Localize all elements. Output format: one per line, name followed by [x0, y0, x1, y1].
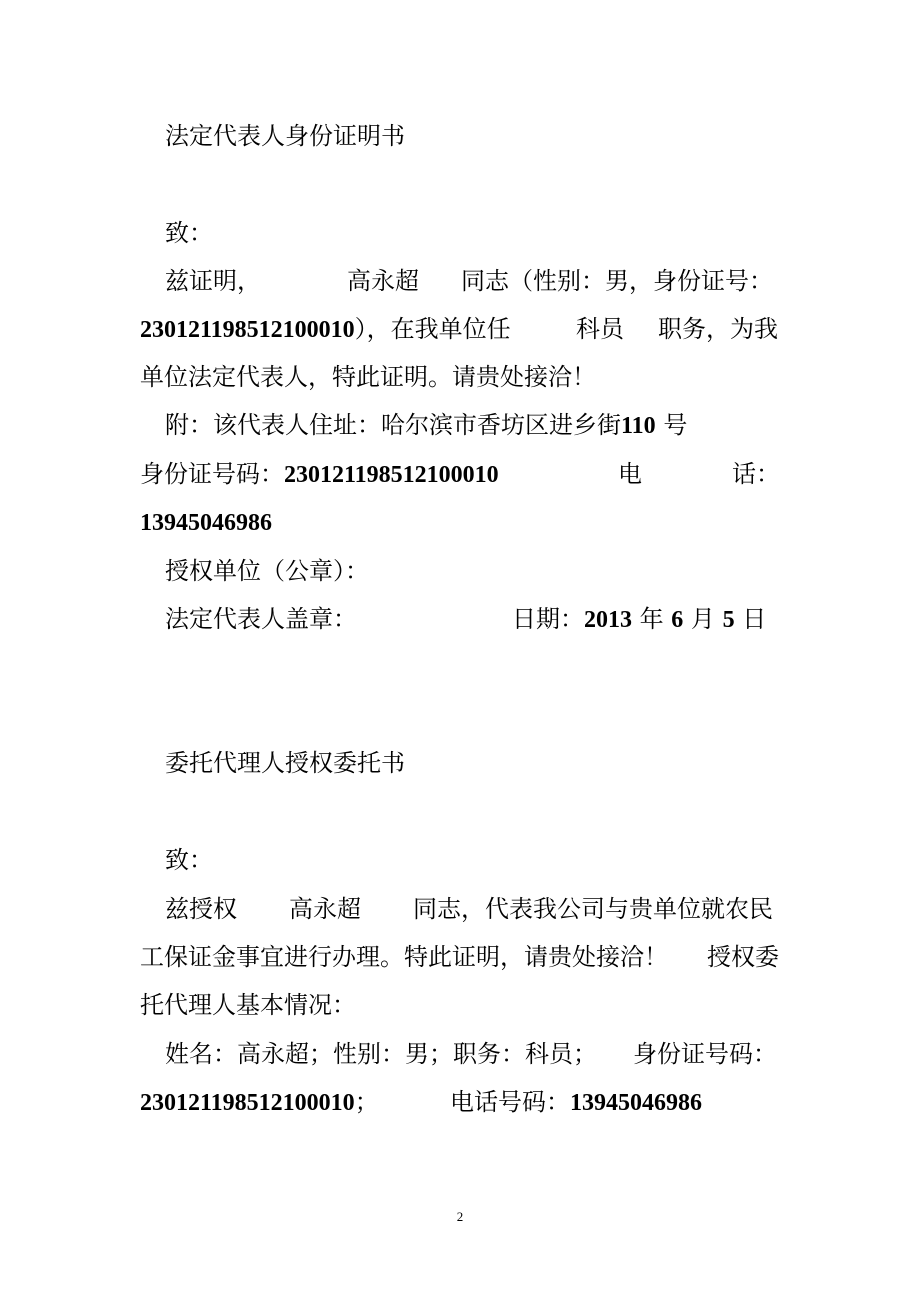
cert-date-month: 6 [671, 607, 684, 633]
cert-unit-seal: 授权单位（公章）： [165, 557, 369, 585]
cert-id-phone-line [140, 459, 780, 490]
auth-id-phone-line [140, 1087, 720, 1118]
auth-p1-prefix: 兹授权 [165, 895, 237, 923]
auth-p1-line2-a: 工保证金事宜进行办理。特此证明，请贵处接洽！ [140, 943, 668, 971]
cert-p1-mid: 同志（性别：男，身份证号： [461, 267, 773, 295]
cert-phone-label-2: 话： [732, 460, 780, 488]
auth-p1-mid: 同志，代表我公司与贵单位就农民 [413, 895, 773, 923]
auth-phone [450, 1087, 702, 1118]
cert-date [512, 604, 766, 635]
auth-agent-name: 高永超 [289, 895, 361, 923]
cert-salutation: 致： [165, 219, 213, 247]
cert-phone [140, 507, 272, 538]
cert-date-label: 日期： [512, 605, 584, 633]
auth-p1-line2-b: 授权委 [707, 943, 779, 971]
cert-date-month-unit: 月 [690, 605, 715, 633]
cert-date-year-unit: 年 [639, 605, 664, 633]
page-number: 2 [456, 1209, 464, 1224]
auth-paragraph-line-1 [165, 894, 781, 924]
cert-address-suffix: 号 [663, 411, 688, 439]
cert-signature-line [165, 604, 765, 634]
cert-date-day-unit: 日 [742, 605, 767, 633]
cert-address [165, 410, 687, 441]
cert-p1-tail: 职务，为我 [658, 315, 778, 343]
cert-rep-name: 高永超 [347, 267, 419, 295]
cert-title: 法定代表人身份证明书 [165, 122, 405, 150]
auth-details-line [165, 1039, 775, 1069]
auth-salutation: 致： [165, 846, 213, 874]
auth-id-suffix: ； [354, 1088, 379, 1116]
auth-id-number: 230121198512100010 [140, 1090, 355, 1116]
cert-paragraph-line-2 [140, 314, 780, 345]
auth-phone-number: 13945046986 [570, 1090, 702, 1116]
cert-id-number-2: 230121198512100010 [284, 462, 499, 488]
cert-rep-seal: 法定代表人盖章： [165, 605, 357, 633]
cert-paragraph-line-1 [165, 266, 777, 296]
cert-id-number: 230121198512100010 [140, 317, 355, 343]
cert-phone-label-1: 电 [618, 460, 642, 488]
auth-details: 姓名：高永超；性别：男；职务：科员； [165, 1040, 597, 1068]
cert-id-label: 身份证号码： [140, 460, 284, 488]
cert-date-day: 5 [722, 607, 735, 633]
cert-address-label: 附：该代表人住址：哈尔滨市香坊区进乡街 [165, 411, 621, 439]
cert-position: 科员 [576, 315, 624, 343]
auth-title: 委托代理人授权委托书 [165, 749, 405, 777]
cert-phone-number: 13945046986 [140, 510, 272, 536]
cert-date-year: 2013 [584, 607, 632, 633]
cert-p1-after-id: ），在我单位任 [354, 315, 511, 343]
cert-paragraph-line-3: 单位法定代表人，特此证明。请贵处接洽！ [140, 363, 596, 391]
auth-paragraph-line-2 [140, 942, 782, 972]
cert-p1-prefix: 兹证明， [165, 267, 261, 295]
auth-paragraph-line-3: 托代理人基本情况： [140, 991, 356, 1019]
auth-phone-label: 电话号码： [450, 1088, 570, 1116]
cert-address-number: 110 [621, 413, 656, 439]
auth-id-label: 身份证号码： [633, 1040, 777, 1068]
